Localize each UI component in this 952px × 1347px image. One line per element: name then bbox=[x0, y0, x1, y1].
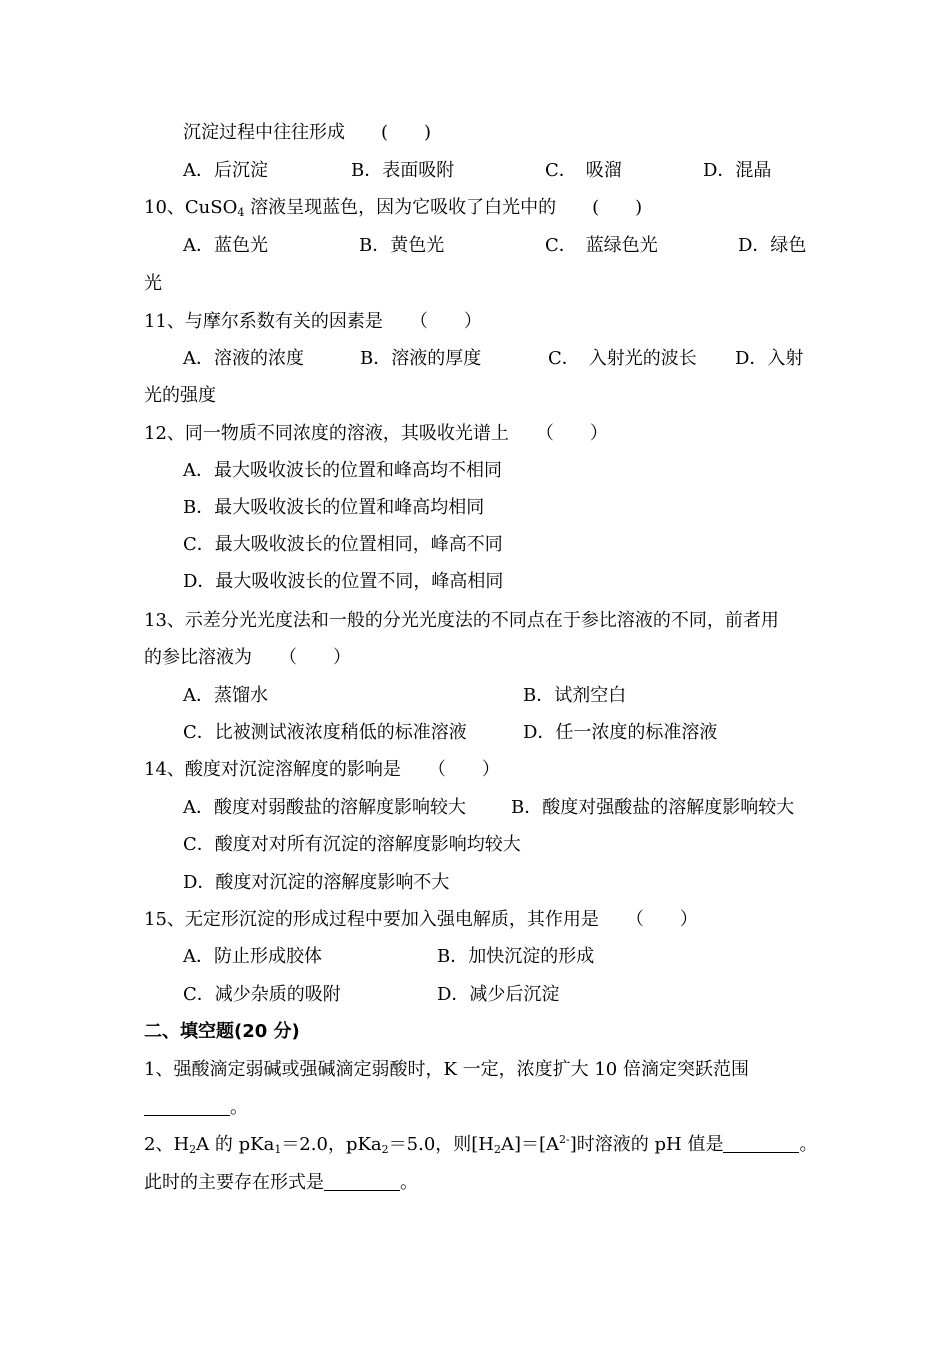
q13-option-a: A．蒸馏水 bbox=[183, 685, 268, 706]
q11-stem: 11、与摩尔系数有关的因素是 （ ） bbox=[144, 311, 482, 332]
q11-option-c: C． 入射光的波长 bbox=[548, 348, 697, 369]
q12-option-d: D．最大吸收波长的位置不同，峰高相同 bbox=[183, 571, 504, 592]
q11-option-b: B．溶液的厚度 bbox=[360, 348, 482, 369]
answer-blank[interactable] bbox=[144, 1099, 230, 1116]
q12-option-c: C．最大吸收波长的位置相同，峰高不同 bbox=[183, 534, 503, 555]
fill-q2-stem: 2、$H_2A$ 的 pKa$_1$＝2.0，pKa$_2$＝5.0，则$[H_2A]=[A^{2-}]$时溶液的 pH 值是 。 bbox=[144, 1133, 818, 1156]
q14-option-a: A．酸度对弱酸盐的溶解度影响较大 bbox=[183, 797, 466, 818]
q13-option-c: C．比被测试液浓度稍低的标准溶液 bbox=[183, 722, 467, 743]
q12-stem: 12、同一物质不同浓度的溶液，其吸收光谱上 （ ） bbox=[144, 423, 608, 444]
q15-stem: 15、无定形沉淀的形成过程中要加入强电解质，其作用是 （ ） bbox=[144, 909, 698, 930]
fill-q1-stem: 1、强酸滴定弱碱或强碱滴定弱酸时，K 一定，浓度扩大 10 倍滴定突跃范围 bbox=[144, 1059, 749, 1080]
q9-stem-cont: 沉淀过程中往往形成 ( ) bbox=[183, 122, 432, 143]
q10-stem: 10、CuSO$_4$ 溶液呈现蓝色，因为它吸收了白光中的 ( ) bbox=[144, 197, 643, 219]
q13-stem-cont: 的参比溶液为 （ ） bbox=[144, 647, 351, 668]
q11-option-a: A．溶液的浓度 bbox=[183, 348, 304, 369]
section-heading-fill-in: 二、填空题(20 分) bbox=[144, 1021, 300, 1042]
q15-option-b: B．加快沉淀的形成 bbox=[437, 946, 595, 967]
q15-option-d: D．减少后沉淀 bbox=[437, 984, 560, 1005]
q14-option-c: C．酸度对对所有沉淀的溶解度影响均较大 bbox=[183, 834, 521, 855]
q10-option-d-cont: 光 bbox=[144, 273, 162, 294]
q10-option-d: D．绿色 bbox=[738, 235, 807, 256]
q13-stem: 13、示差分光光度法和一般的分光光度法的不同点在于参比溶液的不同，前者用 bbox=[144, 610, 779, 631]
q12-option-b: B．最大吸收波长的位置和峰高均相同 bbox=[183, 497, 485, 518]
q14-stem: 14、酸度对沉淀溶解度的影响是 （ ） bbox=[144, 759, 500, 780]
q9-option-c: C． 吸溜 bbox=[545, 160, 622, 181]
q11-option-d: D．入射 bbox=[735, 348, 804, 369]
q14-option-d: D．酸度对沉淀的溶解度影响不大 bbox=[183, 872, 450, 893]
q10-option-c: C． 蓝绿色光 bbox=[545, 235, 658, 256]
q9-option-b: B．表面吸附 bbox=[351, 160, 455, 181]
q12-option-a: A．最大吸收波长的位置和峰高均不相同 bbox=[183, 460, 502, 481]
answer-blank[interactable] bbox=[723, 1136, 799, 1153]
fill-q2-stem-cont: 此时的主要存在形式是 。 bbox=[144, 1172, 418, 1193]
answer-blank[interactable] bbox=[324, 1174, 400, 1191]
q9-option-d: D．混晶 bbox=[703, 160, 772, 181]
fill-q1-answer-line: 。 bbox=[144, 1097, 248, 1119]
q9-option-a: A．后沉淀 bbox=[183, 160, 268, 181]
q15-option-c: C．减少杂质的吸附 bbox=[183, 984, 341, 1005]
q11-option-d-cont: 光的强度 bbox=[144, 385, 216, 406]
q13-option-d: D．任一浓度的标准溶液 bbox=[523, 722, 718, 743]
q10-option-a: A．蓝色光 bbox=[183, 235, 268, 256]
q10-option-b: B．黄色光 bbox=[359, 235, 445, 256]
q13-option-b: B．试剂空白 bbox=[523, 685, 627, 706]
q15-option-a: A．防止形成胶体 bbox=[183, 946, 322, 967]
q14-option-b: B．酸度对强酸盐的溶解度影响较大 bbox=[511, 797, 795, 818]
